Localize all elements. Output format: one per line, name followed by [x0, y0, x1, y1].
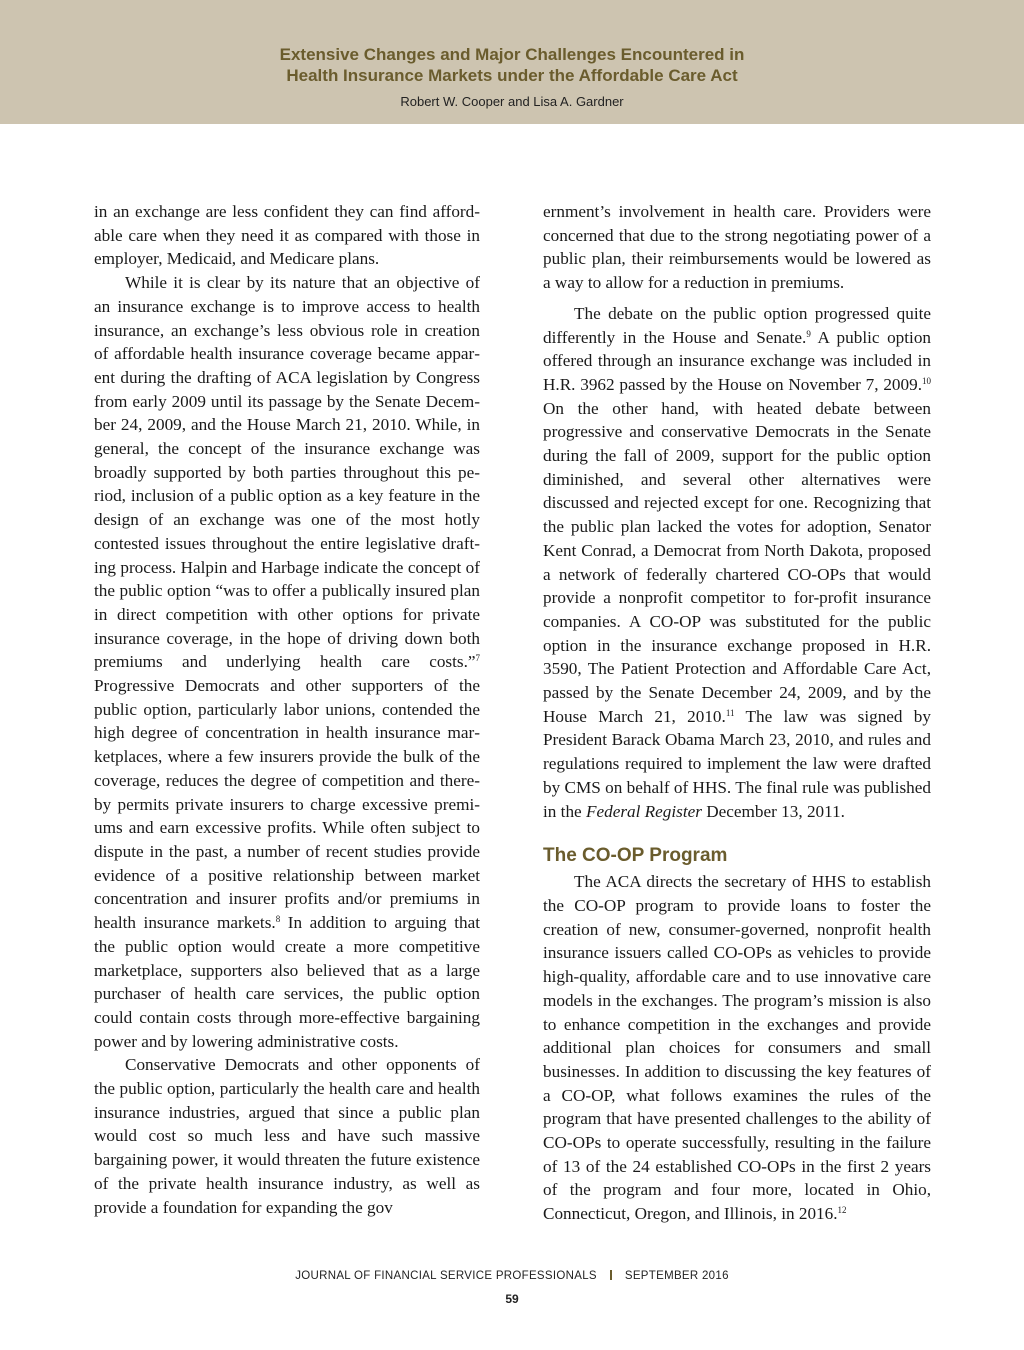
footnote-ref: 12: [837, 1205, 847, 1216]
paragraph-text: On the other hand, with heated debate between progressive and conservative Democrats in the Senate during the fall of 2009, support for the public option diminished, and several other alternatives were discussed and rejected except for one. Recognizing that the public plan lacked the votes for adoption, Senator Kent Conrad, a Democrat from North Dakota, proposed a network of federally chartered CO-OPs that would provide a nonprofit competitor to for-profit insurance companies. A CO-OP was substituted for the public option in the insurance exchange proposed in H.R. 3590, The Patient Protection and Affordable Care Act, passed by the Senate December 24, 2009, and by the House March 21, 2010.: [543, 398, 931, 726]
section-heading: The CO-OP Program: [543, 845, 728, 867]
footnote-ref: 7: [475, 653, 480, 664]
footnote-ref: 10: [922, 375, 931, 386]
left-column: [94, 200, 480, 1219]
italic-citation: Federal Register: [585, 801, 702, 821]
paragraph-text: In addition to arguing that the public option would create a more competitive marketplace, supporters also believed that as a large purchaser of health care services, the public option could contain costs through more-effective bargaining power and by lowering administrative costs.: [94, 913, 480, 1051]
footnote-ref: 8: [275, 914, 281, 925]
footnote-ref: 9: [806, 328, 811, 339]
paragraph-text: The law was signed by President Barack Obama March 23, 2010, and rules and regulations required to implement the law were drafted by CMS on behalf of HHS. The final rule was published in the: [543, 706, 931, 821]
issue-date: SEPTEMBER 2016: [624, 1270, 729, 1282]
paragraph: [94, 271, 480, 1053]
page-number: 59: [505, 1292, 519, 1306]
paragraph-text: The ACA directs the secretary of HHS to establish the CO-OP program to provide loans to foster the creation of new, consumer-governed, nonprofit health insurance issuers called CO-OPs as vehicles to provide high-quality, affordable care and to use innovative care models in the exchanges. The program’s mission is also to enhance competition in the exchanges and provide additional plan choices for consumers and small businesses. In addition to discussing the key features of a CO-OP, what follows examines the rules of the program that have presented challenges to the ability of CO-OPs to operate successfully, resulting in the failure of 13 of the 24 established CO-OPs in the first 2 years of the program and four more, located in Ohio, Connecticut, Oregon, and Illinois, in 2016.: [543, 872, 931, 1224]
running-footer: [0, 1270, 1024, 1282]
journal-name: JOURNAL OF FINANCIAL SERVICE PROFESSIONALS: [295, 1270, 597, 1282]
article-title-line-1: Extensive Changes and Major Challenges Encountered in: [279, 45, 745, 64]
paragraph-text: December 13, 2011.: [701, 801, 845, 821]
article-title-line-2: Health Insurance Markets under the Affordable Care Act: [286, 66, 738, 85]
right-column: [543, 200, 931, 1226]
paragraph: Conservative Democrats and other opponents of the public option, particularly the health care and health insurance industries, argued that since a public plan would cost so much less and have such massive bargaining power, it would threaten the future existence of the private health insurance industry, as well as provide a foundation for expanding the gov: [94, 1055, 480, 1217]
paragraph-text: Progressive Democrats and other supporters of the public option, particularly labor unions, contended the high degree of concentration in health insurance marketplaces, where a few insurers provide the bulk of the coverage, reduces the degree of competition and thereby permits private insurers to charge excessive premiums and earn excessive profits. While often subject to dispute in the past, a number of recent studies provide evidence of a positive relationship between market concentration and insurer profits and/or premiums in health insurance markets.: [94, 676, 480, 933]
footnote-ref: 11: [725, 707, 735, 718]
paragraph-text: While it is clear by its nature that an objective of an insurance exchange is to improve access to health insurance, an exchange’s less obvious role in creation of affordable health insurance coverage became apparent during the drafting of ACA legislation by Congress from early 2009 until its passage by the Senate December 24, 2009, and the House March 21, 2010. While, in general, the concept of the insurance exchange was broadly supported by both parties throughout this period, inclusion of a public option as a key feature in the design of an exchange was one of the most hotly contested issues throughout the entire legislative drafting process. Halpin and Harbage indicate the concept of the public option “was to offer a publically insured plan in direct competition with other options for private insurance coverage, in the hope of driving down both premiums and underlying health care costs.”: [94, 273, 480, 672]
paragraph: ernment’s involvement in health care. Providers were concerned that due to the strong negotiating power of a public plan, their reimbursements would be lowered as a way to allow for a reduction in premiums.: [543, 202, 931, 293]
article-authors: Robert W. Cooper and Lisa A. Gardner: [400, 94, 624, 109]
paragraph-text: A public option offered through an insurance exchange was included in H.R. 3962 passed by the House on November 7, 2009.: [543, 327, 932, 394]
paragraph: [543, 302, 931, 823]
running-header: [0, 0, 1024, 124]
footer-divider: [610, 1270, 612, 1280]
paragraph-text: The debate on the public option progressed quite differently in the House and Senate.: [543, 303, 931, 347]
paragraph: in an exchange are less confident they can find affordable care when they need it as compared with those in employer, Medicaid, and Medicare plans.: [94, 202, 480, 269]
paragraph: [543, 870, 931, 1226]
